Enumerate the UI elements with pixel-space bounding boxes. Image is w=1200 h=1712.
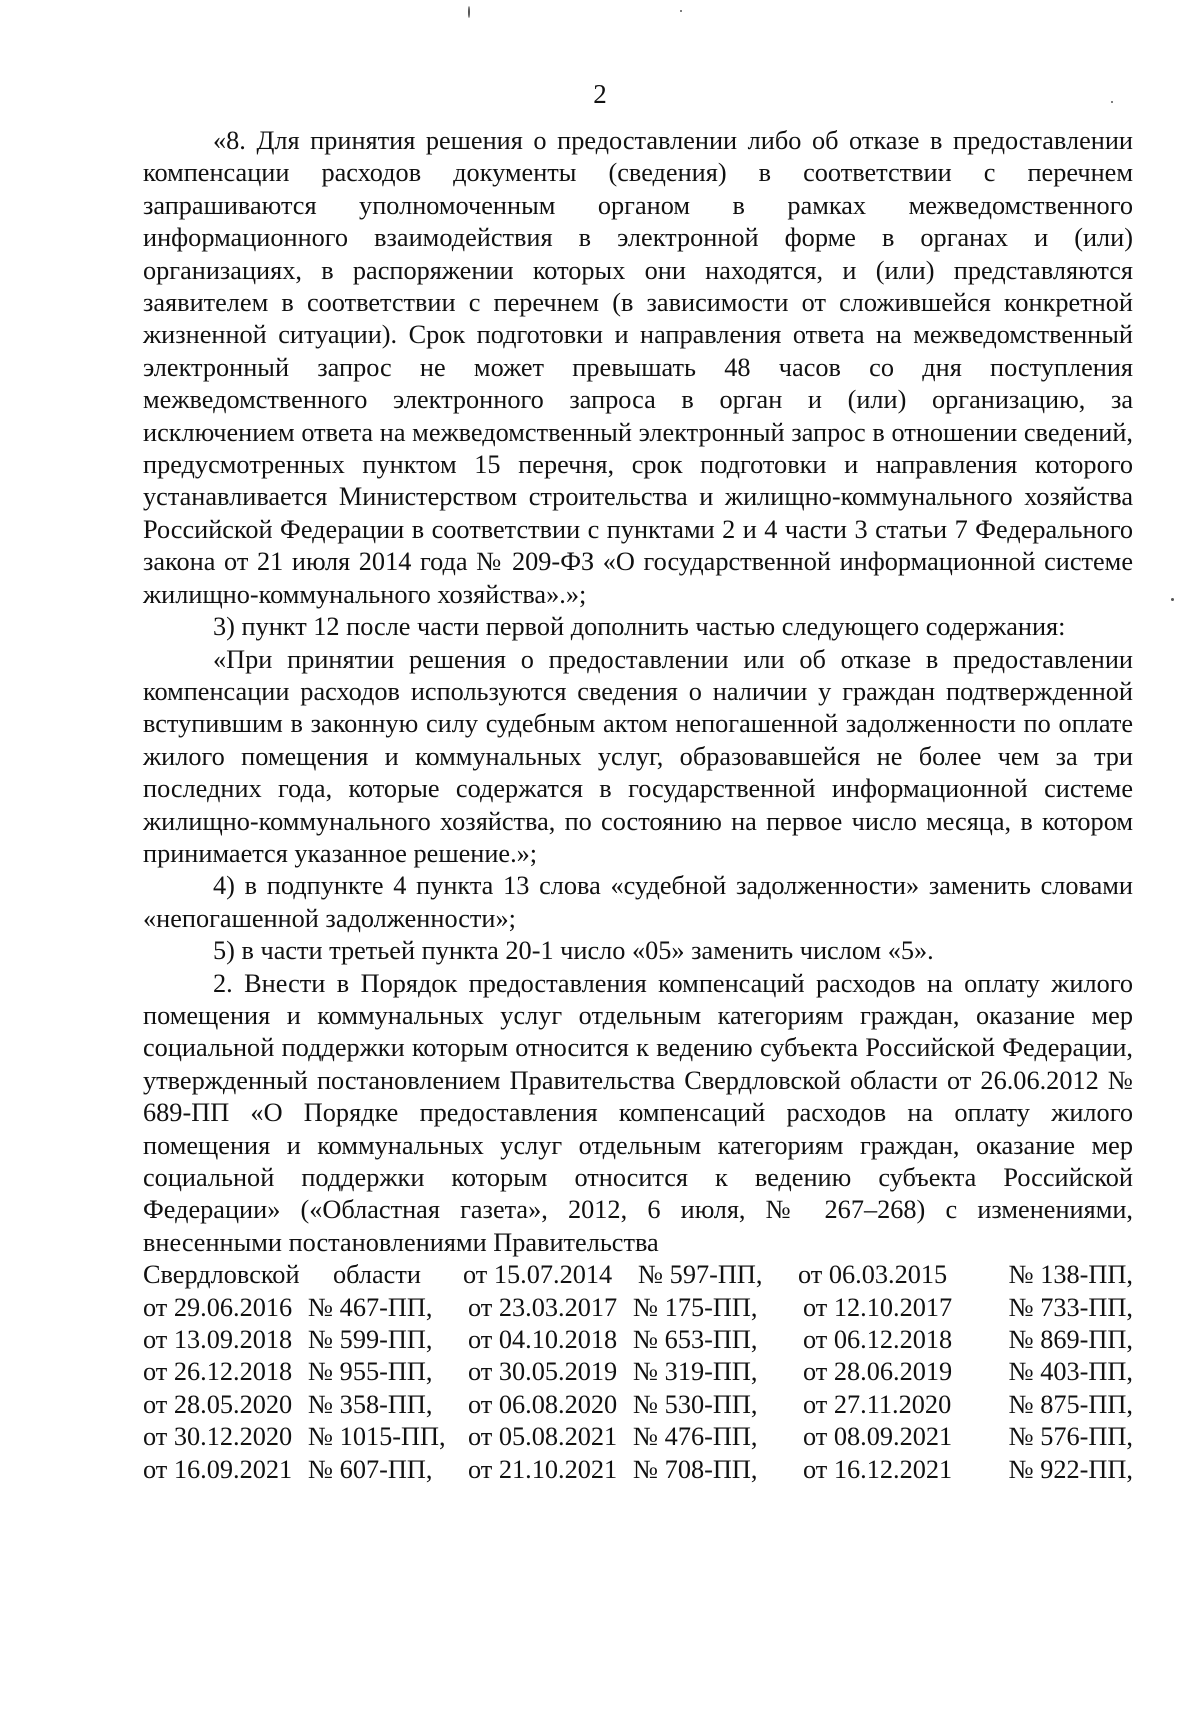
- paragraph-item-8: «8. Для принятия решения о предоставлении либо об отказе в предоставлении компенсации расходов документы (сведения) в соответствии с перечнем запрашиваются уполномоченным органом в рамках межведомственного информационного взаимодействия в электронной форме в органах и (или) организациях, в распоряжении которых они находятся, и (или) представляются заявителем в соответствии с перечнем (в зависимости от сложившейся конкретной жизненной ситуации). Срок подготовки и направления ответа на межведомственный электронный запрос не может превышать 48 часов со дня поступления межведомственного электронного запроса в орган и (или) организацию, за исключением ответа на межведомственный электронный запрос в отношении сведений, предусмотренных пунктом 15 перечня, срок подготовки и направления которого устанавливается Министерством строительства и жилищно-коммунального хозяйства Российской Федерации в соответствии с пунктами 2 и 4 части 3 статьи 7 Федерального закона от 21 июля 2014 года № 209-ФЗ «О государственной информационной системе жилищно-коммунального хозяйства».»;: [143, 126, 1133, 609]
- amendments-row: [143, 1454, 1133, 1486]
- scan-speck: [1171, 598, 1174, 601]
- decree-date: от 30.12.2020: [143, 1422, 293, 1452]
- paragraph-section-2: 2. Внести в Порядок предоставления компенсаций расходов на оплату жилого помещения и коммунальных услуг отдельным категориям граждан, оказание мер социальной поддержки которым относится к ведению субъекта Российской Федерации, утвержденный постановлением Правительства Свердловской области от 26.06.2012 № 689-ПП «О Порядке предоставления компенсаций расходов на оплату жилого помещения и коммунальных услуг отдельным категориям граждан, оказание мер социальной поддержки которым относится к ведению субъекта Российской Федерации» («Областная газета», 2012, 6 июля, № 267–268) с изменениями, внесенными постановлениями Правительства: [143, 968, 1133, 1257]
- decree-date: от 30.05.2019: [468, 1357, 618, 1387]
- decree-date: от 28.06.2019: [803, 1357, 953, 1387]
- decree-date: от 04.10.2018: [468, 1325, 618, 1355]
- decree-date: от 23.03.2017: [468, 1292, 618, 1322]
- decree-number: № 467-ПП,: [308, 1292, 433, 1322]
- decree-date: от 08.09.2021: [803, 1422, 953, 1452]
- decree-date: от 06.03.2015: [798, 1260, 948, 1290]
- decree-number: № 476-ПП,: [633, 1422, 758, 1452]
- decree-date: от 13.09.2018: [143, 1325, 293, 1355]
- decree-number: № 319-ПП,: [633, 1357, 758, 1387]
- decree-date: от 21.10.2021: [468, 1454, 618, 1484]
- decree-number: № 599-ПП,: [308, 1325, 433, 1355]
- amendments-row: [143, 1421, 1133, 1453]
- decree-number: № 358-ПП,: [308, 1389, 433, 1419]
- amendments-row: [143, 1389, 1133, 1421]
- decree-date: от 12.10.2017: [803, 1292, 953, 1322]
- decree-number: № 653-ПП,: [633, 1325, 758, 1355]
- decree-number: № 576-ПП,: [1008, 1422, 1133, 1452]
- decree-date: от 15.07.2014: [463, 1260, 613, 1290]
- scan-speck: [680, 10, 682, 12]
- decree-number: № 733-ПП,: [1008, 1292, 1133, 1322]
- region-word: области: [333, 1260, 421, 1290]
- decree-number: № 607-ПП,: [308, 1454, 433, 1484]
- decree-date: от 29.06.2016: [143, 1292, 293, 1322]
- decree-number: № 922-ПП,: [1008, 1454, 1133, 1484]
- decree-date: от 05.08.2021: [468, 1422, 618, 1452]
- page-number: 2: [593, 79, 607, 109]
- amendments-list: [143, 1292, 1133, 1486]
- decree-number: № 138-ПП,: [1008, 1260, 1133, 1290]
- amendments-row: [143, 1324, 1133, 1356]
- decree-number: № 875-ПП,: [1008, 1389, 1133, 1419]
- document-body: [143, 125, 1133, 1486]
- decree-date: от 06.08.2020: [468, 1389, 618, 1419]
- decree-number: № 530-ПП,: [633, 1389, 758, 1419]
- decree-date: от 26.12.2018: [143, 1357, 293, 1387]
- decree-number: № 708-ПП,: [633, 1454, 758, 1484]
- paragraph-subitem-4: 4) в подпункте 4 пункта 13 слова «судебной задолженности» заменить словами «непогашенной задолженности»;: [143, 871, 1133, 933]
- amendments-row: [143, 1292, 1133, 1324]
- paragraph-subitem-5: 5) в части третьей пункта 20-1 число «05» заменить числом «5».: [213, 936, 934, 966]
- decree-date: от 28.05.2020: [143, 1389, 293, 1419]
- decree-number: № 597-ПП,: [638, 1260, 763, 1290]
- scan-speck: [468, 6, 470, 18]
- decree-number: № 403-ПП,: [1008, 1357, 1133, 1387]
- amendments-row: [143, 1356, 1133, 1388]
- paragraph-subitem-3: 3) пункт 12 после части первой дополнить частью следующего содержания:: [213, 612, 1066, 642]
- amendments-first-line: [143, 1259, 1133, 1291]
- decree-date: от 06.12.2018: [803, 1325, 953, 1355]
- amendments-row: [143, 1259, 1133, 1291]
- region-word: Свердловской: [143, 1260, 300, 1290]
- decree-date: от 16.12.2021: [803, 1454, 953, 1484]
- paragraph-quoted-addition: «При принятии решения о предоставлении или об отказе в предоставлении компенсации расходов используются сведения о наличии у граждан подтвержденной вступившим в законную силу судебным актом непогашенной задолженности по оплате жилого помещения и коммунальных услуг, образовавшейся не более чем за три последних года, которые содержатся в государственной информационной системе жилищно-коммунального хозяйства, по состоянию на первое число месяца, в котором принимается указанное решение.»;: [143, 644, 1133, 868]
- decree-date: от 27.11.2020: [803, 1389, 952, 1419]
- decree-number: № 1015-ПП,: [308, 1422, 446, 1452]
- decree-number: № 869-ПП,: [1008, 1325, 1133, 1355]
- decree-number: № 175-ПП,: [633, 1292, 758, 1322]
- decree-number: № 955-ПП,: [308, 1357, 433, 1387]
- decree-date: от 16.09.2021: [143, 1454, 293, 1484]
